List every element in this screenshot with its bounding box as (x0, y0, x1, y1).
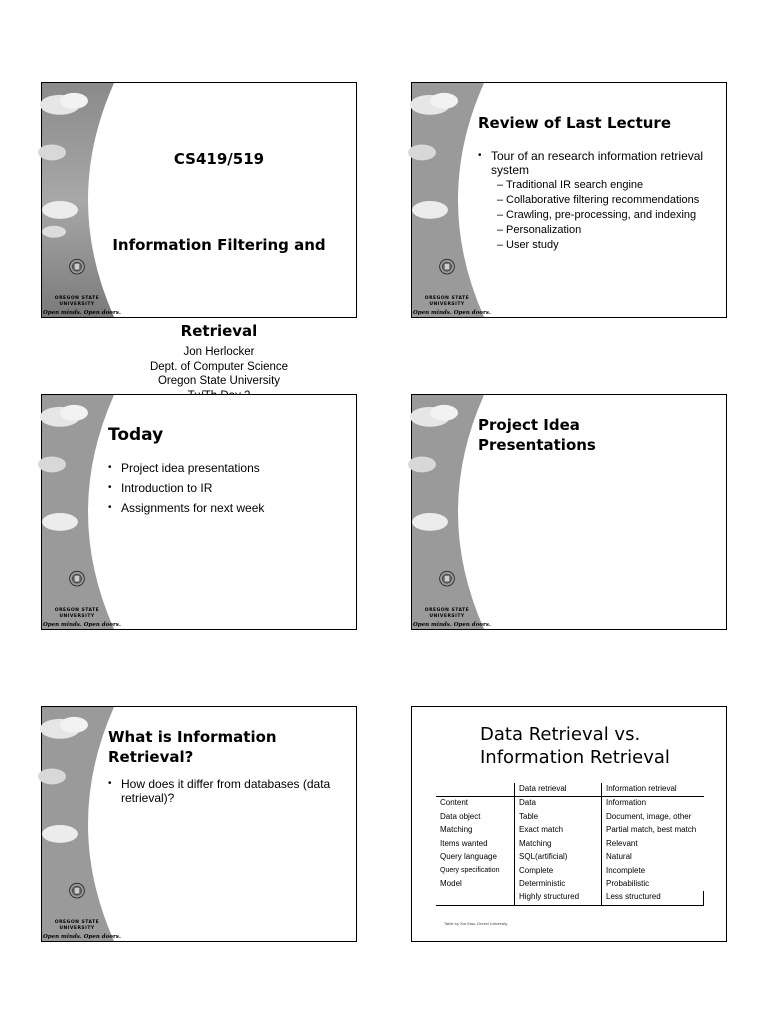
table-cell: Content (440, 798, 469, 808)
sub-item: – Traditional IR search engine (497, 179, 720, 191)
table-cell: Information (602, 797, 704, 811)
sub-item: – User study (497, 239, 720, 251)
table-cell: Natural (602, 851, 704, 864)
table-cell: Less structured (602, 891, 704, 905)
slide-title (480, 723, 670, 769)
department: Dept. of Computer Science (149, 360, 289, 373)
table-cell: SQL(artificial) (515, 851, 602, 864)
table-row (436, 878, 704, 891)
logo-line-2: UNIVERSITY (59, 926, 95, 931)
oregon-state-seal-icon (412, 257, 482, 291)
table-cell: Document, image, other (602, 811, 704, 824)
table-cell: Table (515, 811, 602, 824)
table-cell: Data object (440, 811, 481, 821)
slide-3 (41, 394, 357, 630)
slide-title: Today (108, 425, 164, 445)
tagline: Open minds. Open doors. (43, 310, 121, 316)
logo-line-1: OREGON STATE (54, 296, 100, 301)
table-cell: Query language (440, 852, 497, 862)
logo-line-1: OREGON STATE (424, 296, 470, 301)
sub-item: – Collaborative filtering recommendations (497, 194, 720, 206)
slide-title-line-2: Information Retrieval (480, 747, 670, 768)
table-cell: Matching (515, 838, 602, 851)
tagline: Open minds. Open doors. (43, 622, 121, 628)
bullet-item: • Project idea presentations (108, 461, 350, 475)
table-cell (436, 891, 515, 905)
logo-line-2: UNIVERSITY (429, 302, 465, 307)
logo-line-1: OREGON STATE (54, 608, 100, 613)
table-row (436, 838, 704, 851)
table-cell: Query specification (440, 866, 500, 874)
bullet-item (478, 149, 720, 251)
slide-4 (411, 394, 727, 630)
logo-line-2: UNIVERSITY (59, 302, 95, 307)
slide-5 (41, 706, 357, 942)
table-cell: Partial match, best match (602, 824, 704, 837)
slide-title-line-3: Retrieval (180, 322, 258, 340)
slide-title-line-1: Data Retrieval vs. (480, 724, 641, 745)
tagline: Open minds. Open doors. (43, 934, 121, 940)
bullet-item: • Introduction to IR (108, 481, 350, 495)
table-row (436, 797, 704, 811)
comparison-table (436, 783, 704, 906)
slide-title: Review of Last Lecture (478, 114, 671, 132)
table-header-cell: Data retrieval (515, 783, 602, 797)
institution: Oregon State University (157, 375, 281, 387)
table-row (436, 824, 704, 837)
table-cell: Incomplete (602, 865, 704, 878)
table-header-row (436, 783, 704, 797)
table-cell: Probabilistic (602, 878, 704, 891)
table-header-cell (436, 783, 515, 797)
logo-line-2: UNIVERSITY (59, 614, 95, 619)
table-row (436, 851, 704, 864)
table-cell: Items wanted (440, 838, 488, 848)
table-cell: Model (440, 879, 462, 889)
slide-2 (411, 82, 727, 318)
table-cell: Matching (440, 825, 473, 835)
slide-1 (41, 82, 357, 387)
table-cell: Highly structured (515, 891, 602, 905)
slide-title-line-1: CS419/519 (173, 150, 265, 168)
table-cell: Deterministic (515, 878, 602, 891)
logo-line-1: OREGON STATE (54, 920, 100, 925)
slide-title-line-2: Retrieval? (108, 748, 194, 766)
oregon-state-seal-icon (42, 569, 112, 603)
table-row (436, 865, 704, 878)
slide-title-line-1: Project Idea (478, 416, 580, 434)
bullet-item: • Assignments for next week (108, 501, 350, 515)
table-credit: Table by Xia Xiao, Drexel University (444, 921, 508, 926)
table-cell: Complete (515, 865, 602, 878)
table-row (436, 891, 704, 905)
bullet-item: • How does it differ from databases (data retrieval)? (108, 777, 350, 805)
table-header-cell: Information retrieval (602, 783, 704, 797)
slide-title-line-1: What is Information (108, 728, 277, 746)
logo-line-1: OREGON STATE (424, 608, 470, 613)
table-cell: Relevant (602, 838, 704, 851)
slide-title-line-2: Presentations (478, 436, 596, 454)
tagline: Open minds. Open doors. (413, 310, 491, 316)
bullet-text: Tour of an research information retrieval system (491, 149, 704, 177)
oregon-state-seal-icon (412, 569, 482, 603)
sub-item: – Crawling, pre-processing, and indexing (497, 209, 720, 221)
slide-6 (411, 706, 727, 942)
table-row (436, 811, 704, 824)
sub-item: – Personalization (497, 224, 720, 236)
tagline: Open minds. Open doors. (413, 622, 491, 628)
oregon-state-seal-icon (42, 881, 112, 915)
author: Jon Herlocker (183, 346, 255, 358)
logo-line-2: UNIVERSITY (429, 614, 465, 619)
slide-title-line-2: Information Filtering and (112, 236, 326, 254)
table-cell: Data (515, 797, 602, 811)
table-cell: Exact match (515, 824, 602, 837)
